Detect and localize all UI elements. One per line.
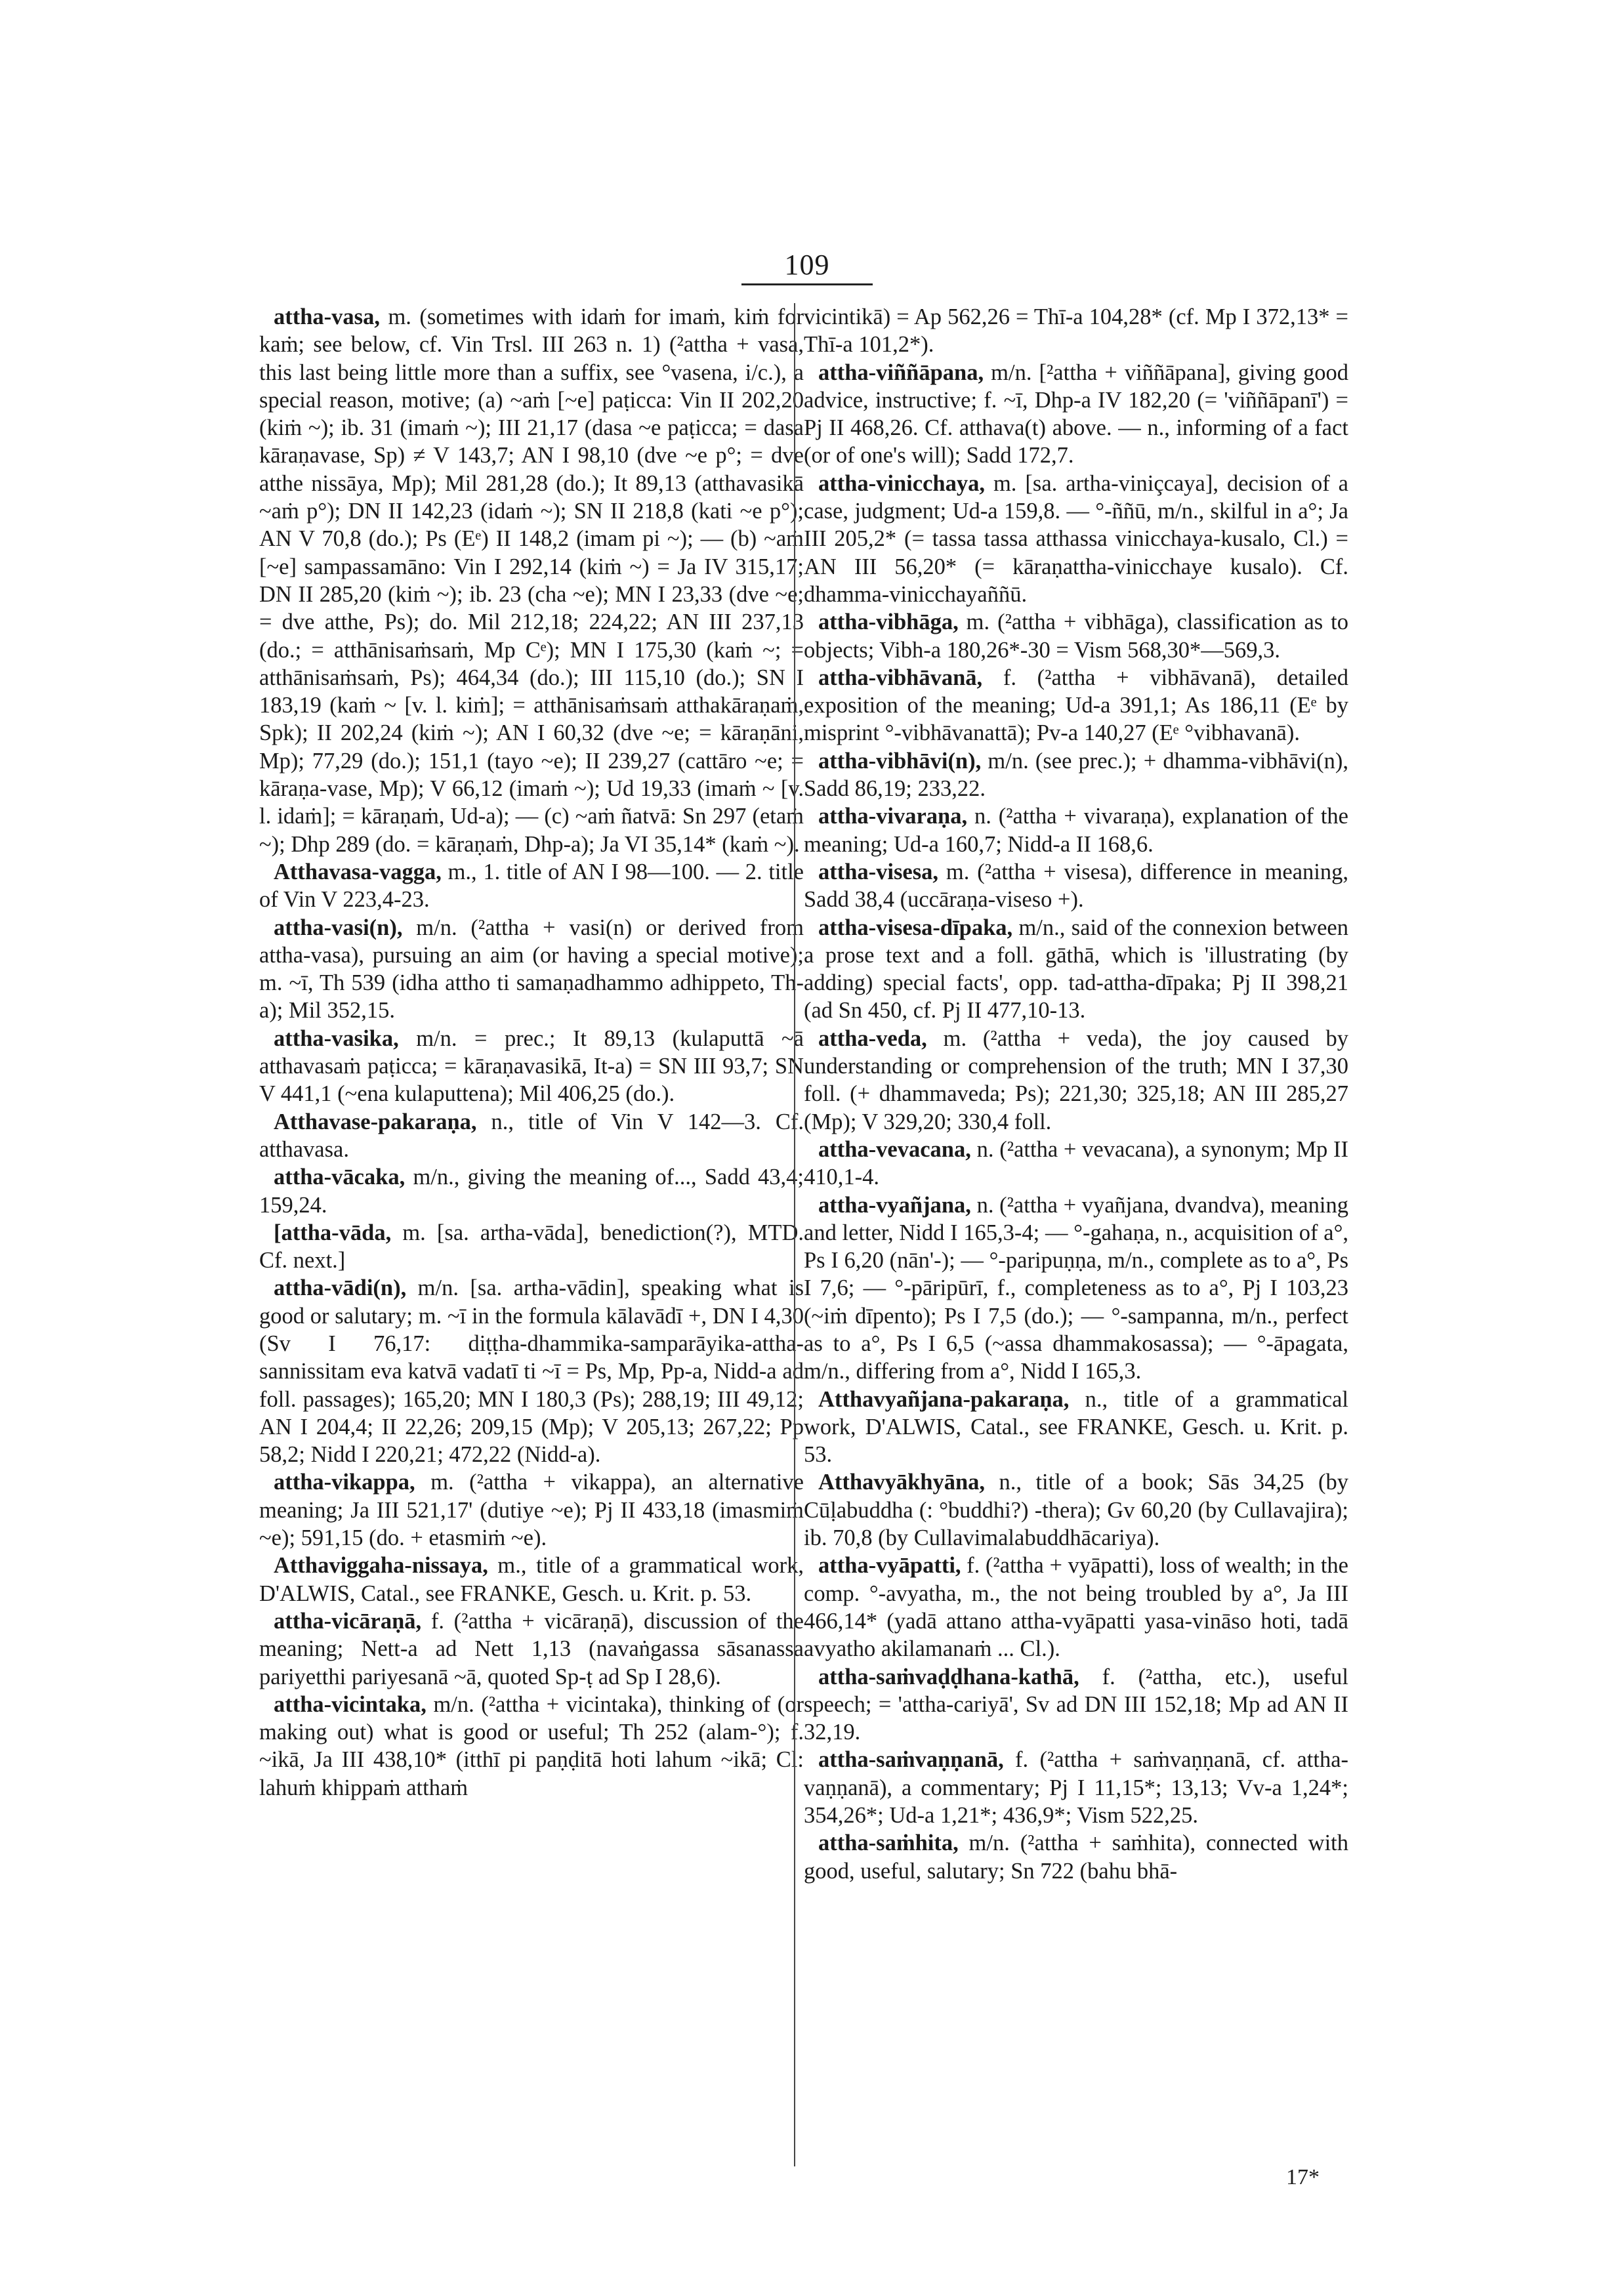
- entry-body: n., title of a book; Sās 34,25 (by Cūḷabuddha (: °buddhi?) -thera); Gv 60,20 (by Cullavajira); ib. 70,8 (by Cullavimalabuddhācariya).: [804, 1470, 1348, 1551]
- entry-headword: attha-visesa-dīpaka,: [818, 915, 1013, 940]
- dictionary-entry: [804, 303, 1348, 359]
- dictionary-entry: [804, 1746, 1348, 1829]
- entry-headword: [attha-vāda,: [274, 1220, 392, 1245]
- entry-body: m. (²attha + veda), the joy caused by understanding or comprehension of the truth; MN I 37,30 foll. (+ dhammaveda; Ps); 221,30; 325,18; AN III 285,27 (Mp); V 329,20; 330,4 foll.: [804, 1025, 1348, 1134]
- dictionary-entry: [804, 914, 1348, 1025]
- entry-body: n., title of a grammatical work, D'ALWIS, Catal., see FRANKE, Gesch. u. Krit. p. 53.: [804, 1386, 1348, 1468]
- entry-body: vicintikā) = Ap 562,26 = Thī-a 104,28* (cf. Mp I 372,13* = Thī-a 101,2*).: [804, 304, 1348, 358]
- entry-headword: attha-vibhāvanā,: [818, 665, 983, 690]
- entry-headword: attha-saṁvaḍḍhana-kathā,: [818, 1664, 1079, 1689]
- entry-body: m. (sometimes with idaṁ for imaṁ, kiṁ for kaṁ; see below, cf. Vin Trsl. III 263 n. 1) (²attha + vasa, this last being little more than a suffix, see °vasena, i/c.), a special reason, motive; (a) ~aṁ [~e] paṭicca: Vin II 202,20 (kiṁ ~); ib. 31 (imaṁ ~); III 21,17 (dasa ~e paṭicca; = dasa kāraṇavase, Sp) ≠ V 143,7; AN I 98,10 (dve ~e p°; = dve atthe nissāya, Mp); Mil 281,28 (do.); It 89,13 (atthavasikā ~aṁ p°); DN II 142,23 (idaṁ ~); SN II 218,8 (kati ~e p°); AN V 70,8 (do.); Ps (Eᵉ) II 148,2 (imam pi ~); — (b) ~aṁ [~e] sampassamāno: Vin I 292,14 (kiṁ ~) = Ja IV 315,17; DN II 285,20 (kiṁ ~); ib. 23 (cha ~e); MN I 23,33 (dve ~e; = dve atthe, Ps); do. Mil 212,18; 224,22; AN III 237,13 (do.; = atthānisaṁsaṁ, Mp Cᵉ); MN I 175,30 (kaṁ ~; = atthānisaṁsaṁ, Ps); 464,34 (do.); III 115,10 (do.); SN I 183,19 (kaṁ ~ [v. l. kiṁ]; = atthānisaṁsaṁ atthakāraṇaṁ, Spk); II 202,24 (kiṁ ~); AN I 60,32 (dve ~e; = kāraṇāni, Mp); 77,29 (do.); 151,1 (tayo ~e); II 239,27 (cattāro ~e; = kāraṇa-vase, Mp); V 66,12 (imaṁ ~); Ud 19,33 (imaṁ ~ [v. l. idaṁ]; = kāraṇaṁ, Ud-a); — (c) ~aṁ ñatvā: Sn 297 (etaṁ ~); Dhp 289 (do. = kāraṇaṁ, Dhp-a); Ja VI 35,14* (kaṁ ~).: [259, 304, 804, 857]
- entry-headword: attha-saṁvaṇṇanā,: [818, 1747, 1004, 1773]
- dictionary-entry: [259, 1219, 804, 1275]
- entry-headword: attha-veda,: [818, 1025, 927, 1051]
- entry-headword: attha-vinicchaya,: [818, 470, 985, 496]
- entry-headword: attha-vicintaka,: [274, 1691, 427, 1717]
- entry-headword: attha-vivaraṇa,: [818, 804, 968, 829]
- entry-body: m. (²attha + vibhāga), classification as to objects; Vibh-a 180,26*-30 = Vism 568,30*—569,3.: [804, 610, 1348, 663]
- dictionary-entry: [804, 1025, 1348, 1136]
- entry-body: m. (²attha + vikappa), an alternative meaning; Ja III 521,17' (dutiye ~e); Pj II 433,18 (imasmiṁ ~e); 591,15 (do. + etasmiṁ ~e).: [259, 1470, 804, 1551]
- dictionary-entry: [804, 1663, 1348, 1747]
- entry-body: m/n. (see prec.); + dhamma-vibhāvi(n), Sadd 86,19; 233,22.: [804, 748, 1348, 802]
- dictionary-entry: [804, 747, 1348, 803]
- entry-body: f. (²attha + saṁvaṇṇanā, cf. attha-vaṇṇanā), a commentary; Pj I 11,15*; 13,13; Vv-a 1,24*; 354,26*; Ud-a 1,21*; 436,9*; Vism 522,25.: [804, 1747, 1348, 1829]
- entry-headword: attha-vicāraṇā,: [274, 1608, 422, 1634]
- dictionary-entry: [804, 1829, 1348, 1885]
- dictionary-entry: [259, 1468, 804, 1552]
- dictionary-entry: [804, 664, 1348, 747]
- entry-body: n. (²attha + vevacana), a synonym; Mp II 410,1-4.: [804, 1136, 1348, 1190]
- entry-headword: attha-viññāpana,: [818, 360, 984, 385]
- entry-body: f. (²attha + vyāpatti), loss of wealth; in the comp. °-avyatha, m., the not being troubled by a°, Ja III 466,14* (yadā attano attha-vyāpatti yasa-vināso hoti, tadā avyatho akilamanaṁ ... Cl.).: [804, 1553, 1348, 1662]
- entry-headword: attha-vādi(n),: [274, 1275, 407, 1301]
- entry-headword: Atthaviggaha-nissaya,: [274, 1553, 488, 1579]
- entry-body: m/n. [sa. artha-vādin], speaking what is good or salutary; m. ~ī in the formula kālavādī +, DN I 4,30 (Sv I 76,17: diṭṭha-dhammika-samparāyika-attha-sannissitam eva katvā vadatī ti ~ī = Ps, Mp, Pp-a, Nidd-a ad foll. passages); 165,20; MN I 180,3 (Ps); 288,19; III 49,12; AN I 204,4; II 22,26; 209,15 (Mp); V 205,13; 267,22; Pp 58,2; Nidd I 220,21; 472,22 (Nidd-a).: [259, 1275, 804, 1468]
- entry-body: m., 1. title of AN I 98—100. — 2. title of Vin V 223,4-23.: [259, 859, 804, 913]
- entry-body: n., title of Vin V 142—3. Cf. atthavasa.: [259, 1109, 804, 1162]
- dictionary-entry: [259, 914, 804, 1025]
- dictionary-entry: [804, 359, 1348, 470]
- dictionary-entry: [259, 1552, 804, 1607]
- entry-headword: attha-vasika,: [274, 1025, 399, 1051]
- page-number: 109: [784, 249, 830, 281]
- entry-body: n. (²attha + vyañjana, dvandva), meaning and letter, Nidd I 165,3-4; — °-gahaṇa, n., acquisition of a°, Ps I 6,20 (nān'-); — °-paripuṇṇa, m/n., complete as to a°, Ps I 7,6; — °-pāripūrī, f., completeness as to a°, Pj I 103,23 (~iṁ dīpento); Ps I 7,5 (do.); — °-sampanna, m/n., perfect as to a°, Ps I 6,5 (~assa dhammakosassa); — °-āpagata, m/n., differing from a°, Nidd I 165,3.: [804, 1192, 1348, 1384]
- entry-body: n. (²attha + vivaraṇa), explanation of the meaning; Ud-a 160,7; Nidd-a II 168,6.: [804, 804, 1348, 857]
- entry-body: m/n. (²attha + vicintaka), thinking of (or making out) what is good or useful; Th 252 (alam-°); f. ~ikā, Ja III 438,10* (itthī pi paṇḍitā hoti lahum ~ikā; Cl: lahuṁ khippaṁ atthaṁ: [259, 1691, 804, 1800]
- dictionary-entry: [804, 802, 1348, 858]
- dictionary-entry: [804, 1386, 1348, 1469]
- entry-body: m., title of a grammatical work, D'ALWIS, Catal., see FRANKE, Gesch. u. Krit. p. 53.: [259, 1553, 804, 1606]
- entry-headword: attha-saṁhita,: [818, 1830, 959, 1856]
- entry-body: m/n., said of the connexion between a prose text and a foll. gāthā, which is 'illustrating (by adding) special facts', opp. tad-attha-dīpaka; Pj II 398,21 (ad Sn 450, cf. Pj II 477,10-13.: [804, 915, 1348, 1023]
- entry-headword: Atthavyākhyāna,: [818, 1470, 986, 1495]
- entry-headword: attha-vasi(n),: [274, 915, 403, 940]
- entry-headword: Atthavyañjana-pakaraṇa,: [818, 1386, 1070, 1412]
- entry-body: m/n. [²attha + viññāpana], giving good advice, instructive; f. ~ī, Dhp-a IV 182,20 (= 'viññāpanī') = Pj II 468,26. Cf. atthava(t) above. — n., informing of a fact (or of one's will); Sadd 172,7.: [804, 360, 1348, 468]
- entry-headword: attha-vibhāvi(n),: [818, 748, 982, 774]
- dictionary-entry: [259, 1274, 804, 1468]
- entry-body: f. (²attha + vibhāvanā), detailed exposition of the meaning; Ud-a 391,1; As 186,11 (Eᵉ by misprint °-vibhāvanattā); Pv-a 140,27 (Eᵉ °vibhavanā).: [804, 665, 1348, 746]
- entry-headword: attha-vācaka,: [274, 1165, 406, 1190]
- entry-headword: attha-vasa,: [274, 304, 380, 329]
- entry-body: m/n. = prec.; It 89,13 (kulaputtā ~ā atthavasaṁ paṭicca; = kāraṇavasikā, It-a) = SN III 93,7; SN V 441,1 (~ena kulaputtena); Mil 406,25 (do.).: [259, 1025, 804, 1107]
- dictionary-entry: [259, 1691, 804, 1802]
- right-column: [804, 303, 1348, 2186]
- entry-body: m. [sa. artha-viniçcaya], decision of a case, judgment; Ud-a 159,8. — °-ññū, m/n., skilful in a°; Ja III 205,2* (= tassa tassa atthassa vinicchaya-kusalo, Cl.) = AN III 56,20* (= kāraṇattha-vinicchaye kusalo). Cf. dhamma-vinicchayaññū.: [804, 470, 1348, 607]
- entry-headword: attha-vyāpatti,: [818, 1553, 961, 1579]
- entry-body: f. (²attha, etc.), useful speech; = 'attha-cariyā', Sv ad DN III 152,18; Mp ad AN II 32,19.: [804, 1664, 1348, 1745]
- dictionary-entry: [259, 1163, 804, 1219]
- signature-mark: 17*: [1286, 2165, 1320, 2189]
- entry-body: m/n., giving the meaning of..., Sadd 43,4; 159,24.: [259, 1165, 804, 1218]
- dictionary-entry: [804, 608, 1348, 664]
- entry-body: f. (²attha + vicāraṇā), discussion of the meaning; Nett-a ad Nett 1,13 (navaṅgassa sāsanassa pariyetthi pariyesanā ~ā, quoted Sp-ṭ ad Sp I 28,6).: [259, 1608, 804, 1689]
- dictionary-entry: [804, 858, 1348, 914]
- header-rule: [741, 283, 873, 285]
- dictionary-entry: [804, 1468, 1348, 1552]
- entry-headword: attha-vikappa,: [274, 1470, 415, 1495]
- entry-headword: attha-vyañjana,: [818, 1192, 971, 1218]
- entry-headword: attha-vibhāga,: [818, 610, 959, 635]
- dictionary-entry: [804, 1136, 1348, 1191]
- entry-headword: Atthavase-pakaraṇa,: [274, 1109, 477, 1134]
- entry-body: m. [sa. artha-vāda], benediction(?), MTD. Cf. next.]: [259, 1220, 804, 1273]
- column-divider: [794, 303, 795, 2166]
- entry-headword: attha-vevacana,: [818, 1136, 971, 1162]
- dictionary-entry: [804, 1191, 1348, 1386]
- left-column: [259, 303, 804, 2186]
- dictionary-entry: [804, 470, 1348, 608]
- entry-body: m/n. (²attha + vasi(n) or derived from attha-vasa), pursuing an aim (or having a special motive); m. ~ī, Th 539 (idha attho ti samaṇadhammo adhippeto, Th-a); Mil 352,15.: [259, 915, 804, 1023]
- dictionary-entry: [259, 858, 804, 914]
- entry-body: m/n. (²attha + saṁhita), connected with good, useful, salutary; Sn 722 (bahu bhā-: [804, 1830, 1348, 1884]
- entry-headword: attha-visesa,: [818, 859, 939, 884]
- entry-body: m. (²attha + visesa), difference in meaning, Sadd 38,4 (uccāraṇa-viseso +).: [804, 859, 1348, 913]
- dictionary-entry: [259, 303, 804, 858]
- dictionary-entry: [804, 1552, 1348, 1663]
- dictionary-entry: [259, 1607, 804, 1691]
- entry-headword: Atthavasa-vagga,: [274, 859, 442, 884]
- dictionary-entry: [259, 1108, 804, 1164]
- dictionary-entry: [259, 1025, 804, 1108]
